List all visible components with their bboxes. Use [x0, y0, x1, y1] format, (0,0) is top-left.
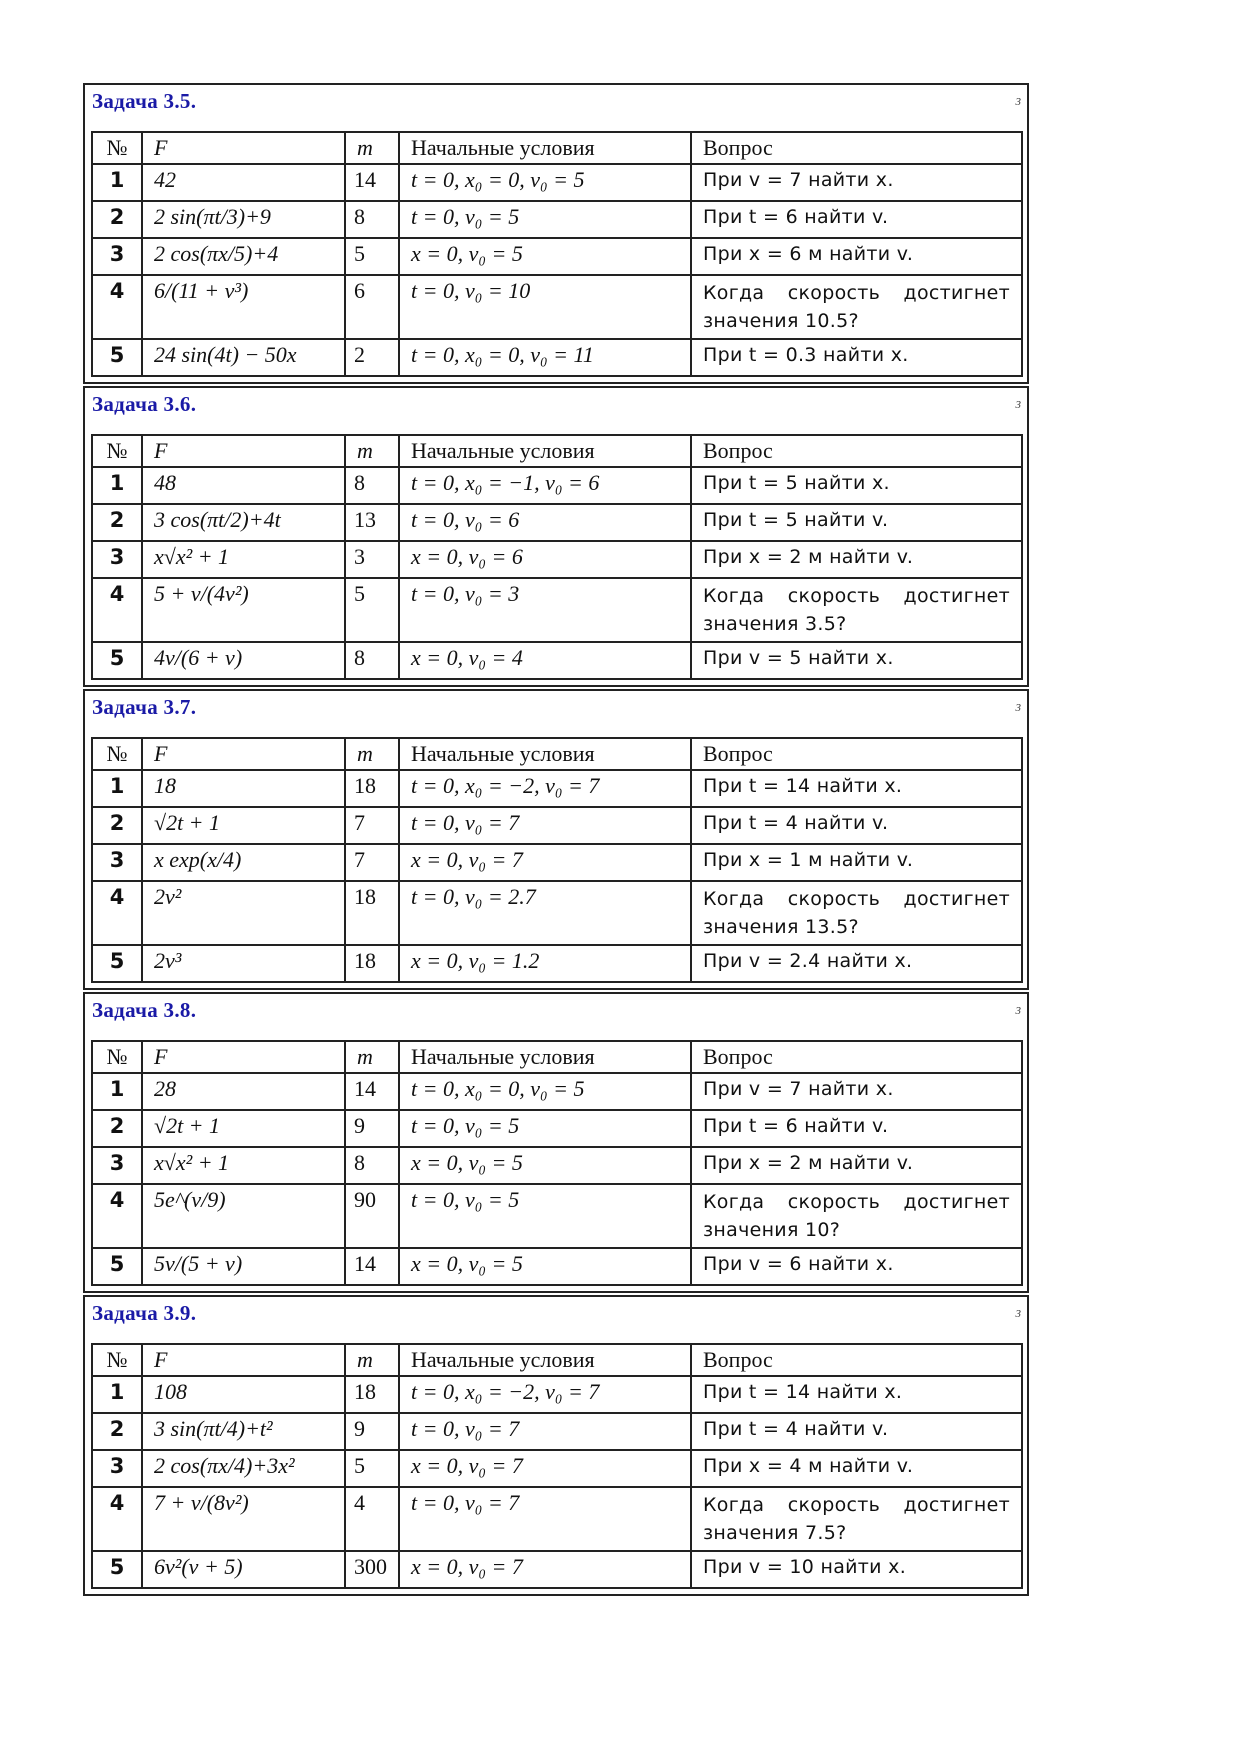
row-number: 5 [92, 1248, 142, 1285]
row-number: 4 [92, 1184, 142, 1248]
question-cell: При v = 5 найти x. [691, 642, 1022, 679]
task-block-4 [83, 992, 1029, 1293]
question-cell: При t = 5 найти x. [691, 467, 1022, 504]
task-table [91, 737, 1023, 983]
header-force: F [142, 738, 345, 770]
mass-cell: 18 [345, 1376, 399, 1413]
task-header [85, 85, 1027, 121]
question-cell: Когда скорость достигнет значения 10.5? [691, 275, 1022, 339]
table-row [92, 467, 1022, 504]
question-cell: При x = 2 м найти v. [691, 1147, 1022, 1184]
mass-cell: 2 [345, 339, 399, 376]
table-row [92, 275, 1022, 339]
table-row [92, 504, 1022, 541]
table-row [92, 1110, 1022, 1147]
force-cell: 24 sin(4t) − 50x [142, 339, 345, 376]
question-cell: При v = 2.4 найти x. [691, 945, 1022, 982]
task-block-2 [83, 386, 1029, 687]
task-mark: 3 [1015, 702, 1021, 714]
question-cell: При v = 6 найти x. [691, 1248, 1022, 1285]
mass-cell: 6 [345, 275, 399, 339]
question-cell: При t = 6 найти v. [691, 1110, 1022, 1147]
row-number: 5 [92, 642, 142, 679]
mass-cell: 8 [345, 467, 399, 504]
row-number: 1 [92, 1376, 142, 1413]
force-cell: 5 + v/(4v²) [142, 578, 345, 642]
table-row [92, 807, 1022, 844]
force-cell: 5v/(5 + v) [142, 1248, 345, 1285]
force-cell: √2t + 1 [142, 807, 345, 844]
force-cell: x√x² + 1 [142, 1147, 345, 1184]
mass-cell: 7 [345, 844, 399, 881]
task-title: Задача 3.9. [92, 1301, 197, 1325]
force-cell: 108 [142, 1376, 345, 1413]
mass-cell: 14 [345, 1248, 399, 1285]
initial-conditions-cell: x = 0, v₀ = 4 [399, 642, 691, 679]
table-header-row [92, 1041, 1022, 1073]
initial-conditions-cell: x = 0, v₀ = 5 [399, 238, 691, 275]
table-row [92, 1147, 1022, 1184]
header-question: Вопрос [691, 435, 1022, 467]
mass-cell: 9 [345, 1110, 399, 1147]
header-number: № [92, 132, 142, 164]
task-mark: 3 [1015, 96, 1021, 108]
row-number: 4 [92, 881, 142, 945]
table-row [92, 201, 1022, 238]
mass-cell: 14 [345, 1073, 399, 1110]
table-row [92, 1551, 1022, 1588]
task-title: Задача 3.7. [92, 695, 197, 719]
header-force: F [142, 435, 345, 467]
mass-cell: 8 [345, 201, 399, 238]
header-mass: m [345, 435, 399, 467]
initial-conditions-cell: t = 0, v₀ = 7 [399, 1413, 691, 1450]
table-row [92, 1487, 1022, 1551]
initial-conditions-cell: t = 0, v₀ = 7 [399, 807, 691, 844]
mass-cell: 13 [345, 504, 399, 541]
table-row [92, 238, 1022, 275]
mass-cell: 5 [345, 238, 399, 275]
question-cell: При t = 14 найти x. [691, 770, 1022, 807]
initial-conditions-cell: t = 0, x₀ = 0, v₀ = 5 [399, 1073, 691, 1110]
initial-conditions-cell: t = 0, x₀ = −2, v₀ = 7 [399, 770, 691, 807]
task-block-1 [83, 83, 1029, 384]
header-force: F [142, 1041, 345, 1073]
row-number: 3 [92, 1450, 142, 1487]
row-number: 3 [92, 238, 142, 275]
table-row [92, 642, 1022, 679]
header-initial-conditions: Начальные условия [399, 1344, 691, 1376]
question-cell: При t = 4 найти v. [691, 1413, 1022, 1450]
header-initial-conditions: Начальные условия [399, 435, 691, 467]
table-row [92, 770, 1022, 807]
question-cell: При t = 14 найти x. [691, 1376, 1022, 1413]
question-cell: При t = 5 найти v. [691, 504, 1022, 541]
task-mark: 3 [1015, 399, 1021, 411]
header-mass: m [345, 738, 399, 770]
task-table [91, 131, 1023, 377]
header-question: Вопрос [691, 132, 1022, 164]
table-row [92, 339, 1022, 376]
header-number: № [92, 435, 142, 467]
force-cell: 18 [142, 770, 345, 807]
table-row [92, 541, 1022, 578]
question-cell: При t = 0.3 найти x. [691, 339, 1022, 376]
header-number: № [92, 738, 142, 770]
row-number: 1 [92, 1073, 142, 1110]
header-number: № [92, 1344, 142, 1376]
row-number: 2 [92, 201, 142, 238]
table-header-row [92, 1344, 1022, 1376]
mass-cell: 14 [345, 164, 399, 201]
question-cell: Когда скорость достигнет значения 10? [691, 1184, 1022, 1248]
initial-conditions-cell: x = 0, v₀ = 1.2 [399, 945, 691, 982]
row-number: 5 [92, 945, 142, 982]
mass-cell: 8 [345, 1147, 399, 1184]
table-row [92, 1184, 1022, 1248]
question-cell: Когда скорость достигнет значения 13.5? [691, 881, 1022, 945]
row-number: 3 [92, 844, 142, 881]
force-cell: 48 [142, 467, 345, 504]
header-mass: m [345, 132, 399, 164]
mass-cell: 4 [345, 1487, 399, 1551]
header-mass: m [345, 1041, 399, 1073]
force-cell: 28 [142, 1073, 345, 1110]
force-cell: 3 sin(πt/4)+t² [142, 1413, 345, 1450]
table-row [92, 1450, 1022, 1487]
header-question: Вопрос [691, 1344, 1022, 1376]
task-mark: 3 [1015, 1308, 1021, 1320]
force-cell: 3 cos(πt/2)+4t [142, 504, 345, 541]
task-block-3 [83, 689, 1029, 990]
initial-conditions-cell: t = 0, v₀ = 5 [399, 1110, 691, 1147]
table-row [92, 164, 1022, 201]
mass-cell: 18 [345, 770, 399, 807]
question-cell: Когда скорость достигнет значения 7.5? [691, 1487, 1022, 1551]
force-cell: 7 + v/(8v²) [142, 1487, 345, 1551]
force-cell: 2v³ [142, 945, 345, 982]
question-cell: При x = 2 м найти v. [691, 541, 1022, 578]
question-cell: При v = 10 найти x. [691, 1551, 1022, 1588]
force-cell: 6v²(v + 5) [142, 1551, 345, 1588]
force-cell: 5e^(v/9) [142, 1184, 345, 1248]
mass-cell: 300 [345, 1551, 399, 1588]
initial-conditions-cell: t = 0, v₀ = 7 [399, 1487, 691, 1551]
header-initial-conditions: Начальные условия [399, 738, 691, 770]
header-question: Вопрос [691, 1041, 1022, 1073]
initial-conditions-cell: x = 0, v₀ = 5 [399, 1248, 691, 1285]
task-table [91, 1343, 1023, 1589]
task-header [85, 1297, 1027, 1333]
mass-cell: 9 [345, 1413, 399, 1450]
row-number: 2 [92, 504, 142, 541]
task-title: Задача 3.5. [92, 89, 197, 113]
force-cell: x exp(x/4) [142, 844, 345, 881]
table-row [92, 578, 1022, 642]
mass-cell: 3 [345, 541, 399, 578]
task-title: Задача 3.8. [92, 998, 197, 1022]
header-force: F [142, 132, 345, 164]
mass-cell: 8 [345, 642, 399, 679]
row-number: 4 [92, 1487, 142, 1551]
row-number: 3 [92, 541, 142, 578]
force-cell: 6/(11 + v³) [142, 275, 345, 339]
task-block-5 [83, 1295, 1029, 1596]
mass-cell: 7 [345, 807, 399, 844]
row-number: 2 [92, 807, 142, 844]
force-cell: x√x² + 1 [142, 541, 345, 578]
task-table [91, 434, 1023, 680]
initial-conditions-cell: t = 0, v₀ = 6 [399, 504, 691, 541]
force-cell: 42 [142, 164, 345, 201]
row-number: 4 [92, 578, 142, 642]
row-number: 3 [92, 1147, 142, 1184]
task-header [85, 388, 1027, 424]
question-cell: При x = 4 м найти v. [691, 1450, 1022, 1487]
table-row [92, 1073, 1022, 1110]
force-cell: 2 sin(πt/3)+9 [142, 201, 345, 238]
row-number: 2 [92, 1110, 142, 1147]
question-cell: При x = 1 м найти v. [691, 844, 1022, 881]
question-cell: При v = 7 найти x. [691, 164, 1022, 201]
task-title: Задача 3.6. [92, 392, 197, 416]
header-initial-conditions: Начальные условия [399, 1041, 691, 1073]
question-cell: При t = 6 найти v. [691, 201, 1022, 238]
initial-conditions-cell: t = 0, x₀ = −2, v₀ = 7 [399, 1376, 691, 1413]
row-number: 5 [92, 1551, 142, 1588]
initial-conditions-cell: x = 0, v₀ = 5 [399, 1147, 691, 1184]
initial-conditions-cell: t = 0, v₀ = 3 [399, 578, 691, 642]
mass-cell: 5 [345, 1450, 399, 1487]
force-cell: 2 cos(πx/4)+3x² [142, 1450, 345, 1487]
row-number: 5 [92, 339, 142, 376]
initial-conditions-cell: x = 0, v₀ = 7 [399, 1450, 691, 1487]
force-cell: √2t + 1 [142, 1110, 345, 1147]
header-question: Вопрос [691, 738, 1022, 770]
mass-cell: 18 [345, 881, 399, 945]
table-row [92, 1413, 1022, 1450]
row-number: 2 [92, 1413, 142, 1450]
question-cell: Когда скорость достигнет значения 3.5? [691, 578, 1022, 642]
row-number: 1 [92, 770, 142, 807]
initial-conditions-cell: x = 0, v₀ = 7 [399, 844, 691, 881]
task-header [85, 994, 1027, 1030]
initial-conditions-cell: t = 0, x₀ = −1, v₀ = 6 [399, 467, 691, 504]
force-cell: 4v/(6 + v) [142, 642, 345, 679]
question-cell: При x = 6 м найти v. [691, 238, 1022, 275]
table-header-row [92, 738, 1022, 770]
force-cell: 2v² [142, 881, 345, 945]
initial-conditions-cell: t = 0, v₀ = 2.7 [399, 881, 691, 945]
initial-conditions-cell: t = 0, v₀ = 10 [399, 275, 691, 339]
question-cell: При t = 4 найти v. [691, 807, 1022, 844]
row-number: 1 [92, 467, 142, 504]
mass-cell: 18 [345, 945, 399, 982]
initial-conditions-cell: t = 0, x₀ = 0, v₀ = 11 [399, 339, 691, 376]
header-initial-conditions: Начальные условия [399, 132, 691, 164]
task-table [91, 1040, 1023, 1286]
question-cell: При v = 7 найти x. [691, 1073, 1022, 1110]
initial-conditions-cell: x = 0, v₀ = 6 [399, 541, 691, 578]
table-row [92, 844, 1022, 881]
task-mark: 3 [1015, 1005, 1021, 1017]
task-list [83, 83, 1029, 1598]
table-header-row [92, 132, 1022, 164]
table-row [92, 881, 1022, 945]
header-mass: m [345, 1344, 399, 1376]
table-row [92, 945, 1022, 982]
mass-cell: 5 [345, 578, 399, 642]
initial-conditions-cell: t = 0, v₀ = 5 [399, 201, 691, 238]
table-row [92, 1376, 1022, 1413]
table-row [92, 1248, 1022, 1285]
row-number: 4 [92, 275, 142, 339]
header-number: № [92, 1041, 142, 1073]
force-cell: 2 cos(πx/5)+4 [142, 238, 345, 275]
table-header-row [92, 435, 1022, 467]
mass-cell: 90 [345, 1184, 399, 1248]
header-force: F [142, 1344, 345, 1376]
row-number: 1 [92, 164, 142, 201]
initial-conditions-cell: t = 0, v₀ = 5 [399, 1184, 691, 1248]
task-header [85, 691, 1027, 727]
initial-conditions-cell: x = 0, v₀ = 7 [399, 1551, 691, 1588]
initial-conditions-cell: t = 0, x₀ = 0, v₀ = 5 [399, 164, 691, 201]
